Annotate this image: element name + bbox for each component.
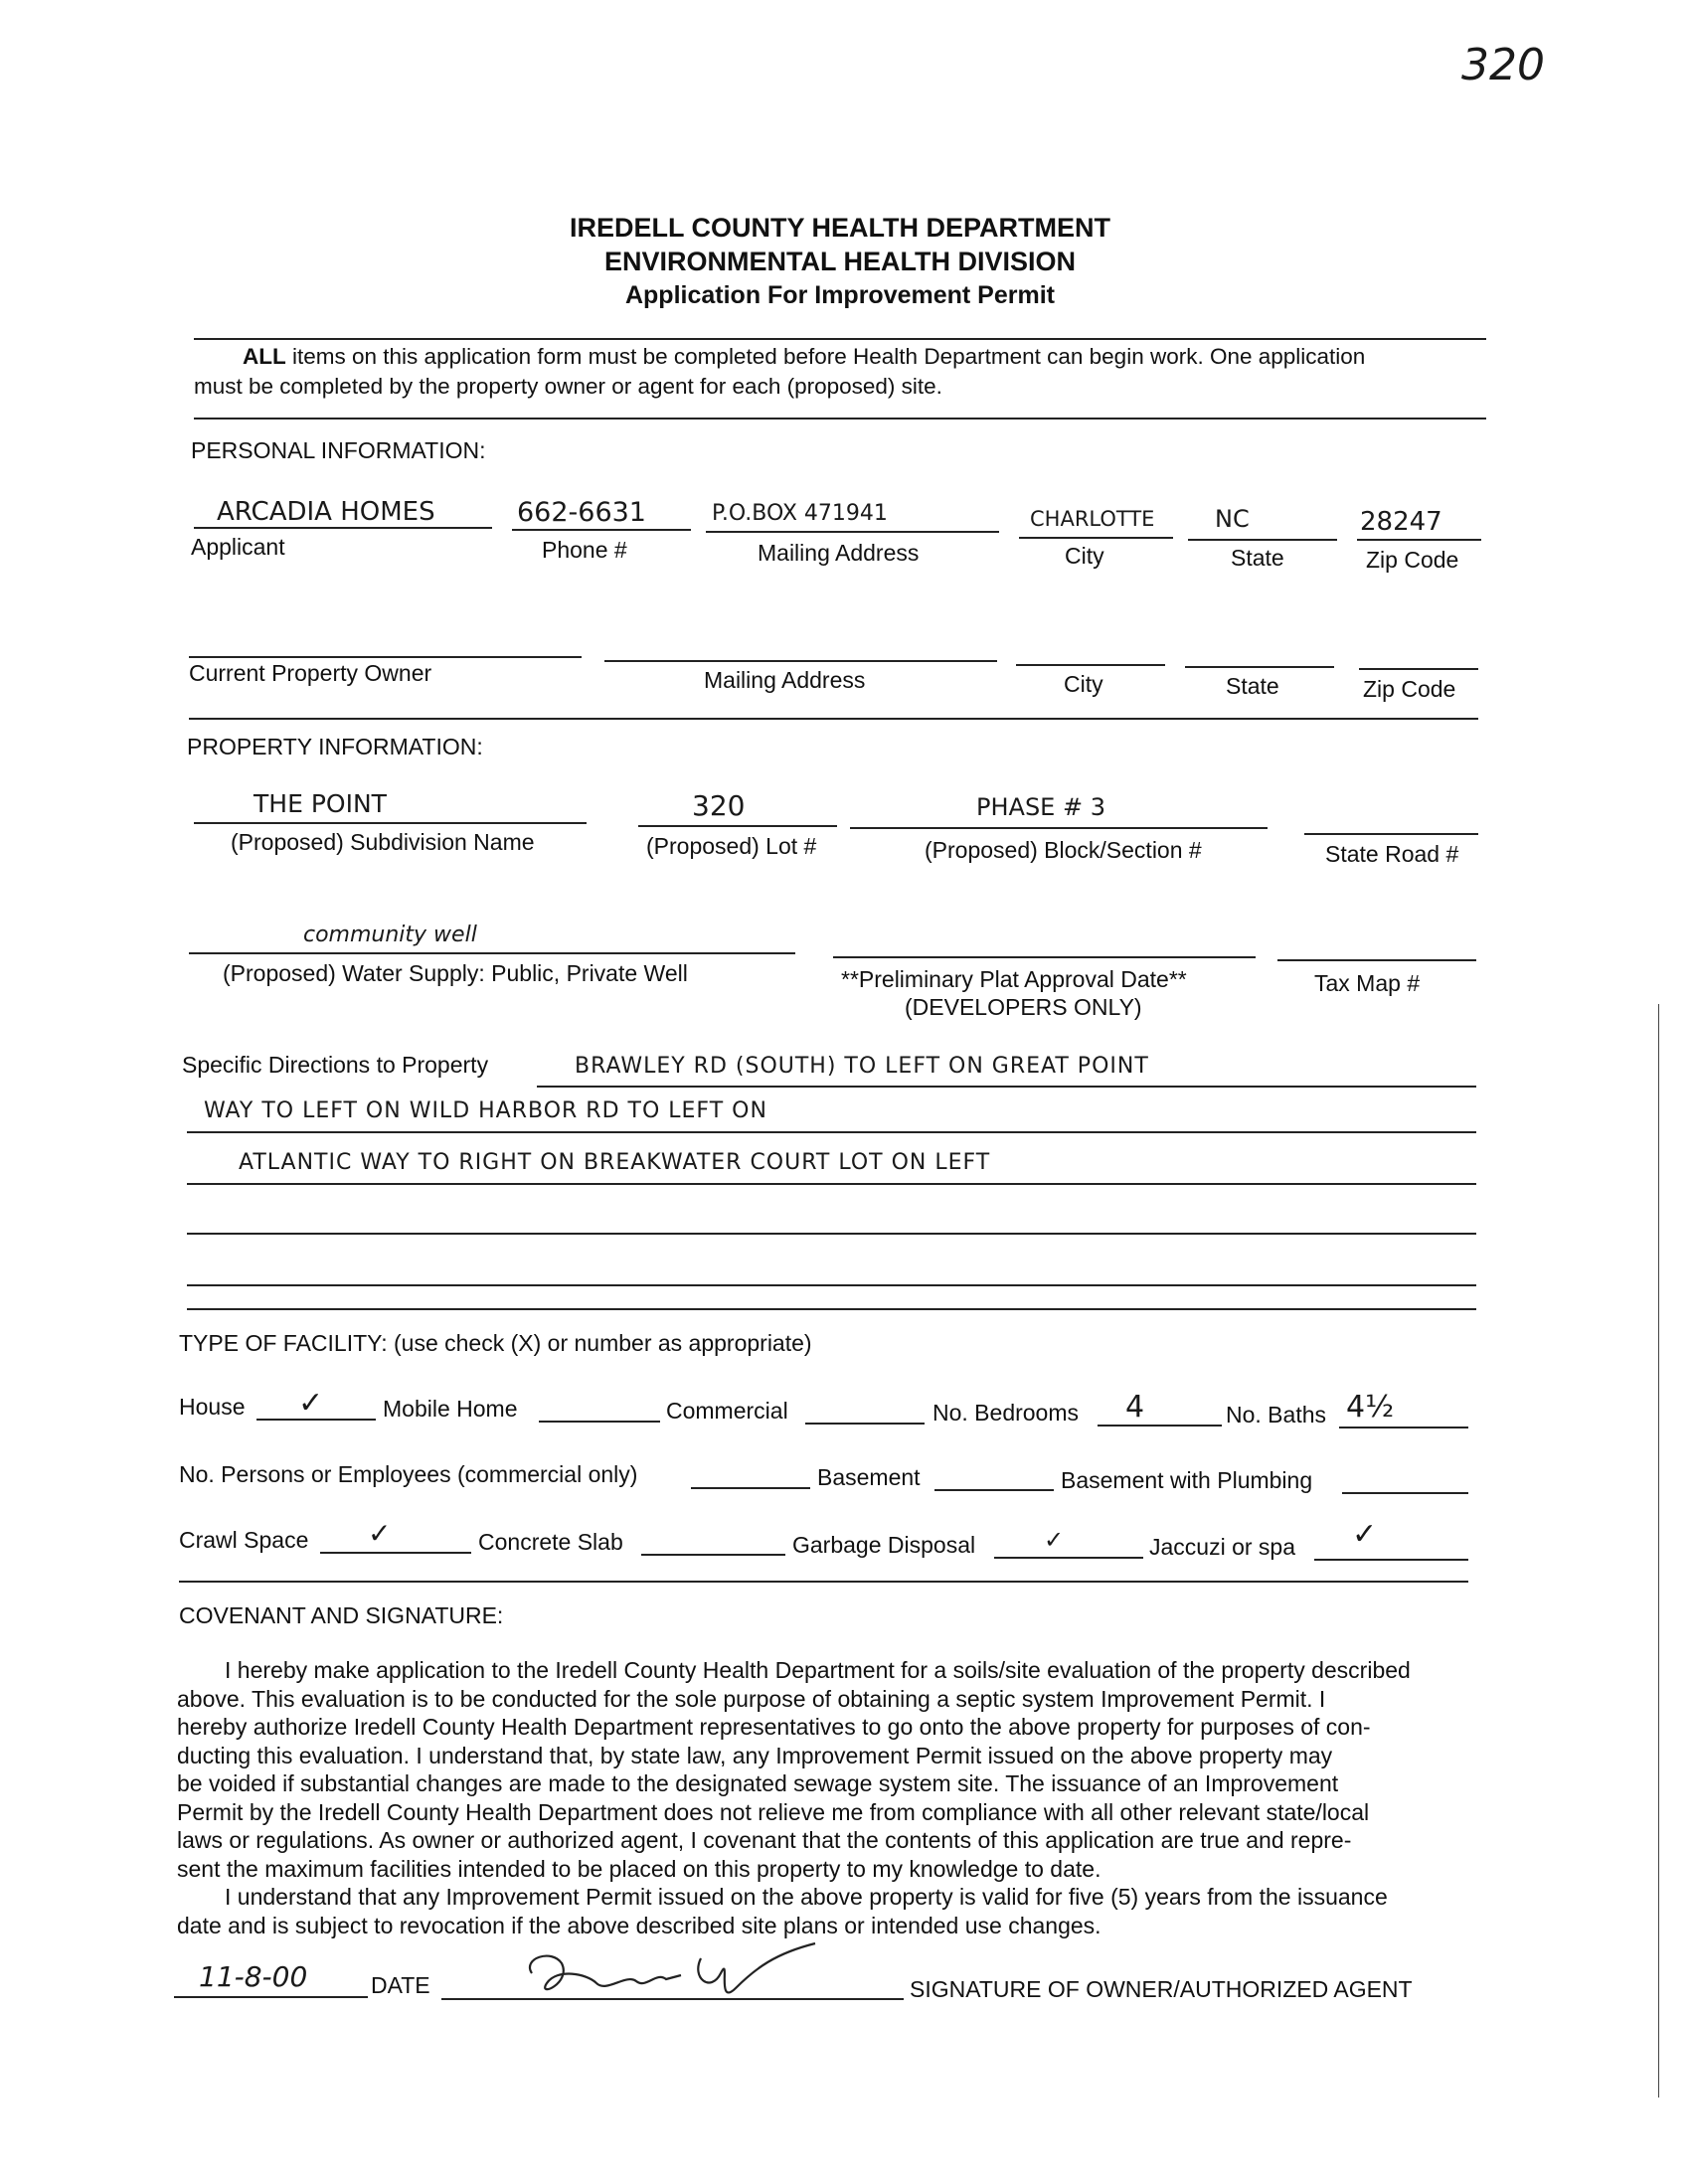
- intro-text: items on this application form must be completed before Health Department can begin work. One application: [285, 344, 1366, 369]
- bedrooms-line[interactable]: [1098, 1425, 1222, 1427]
- directions-line-1: [537, 1086, 1476, 1088]
- house-label: House: [179, 1394, 246, 1420]
- directions-line-2-value[interactable]: WAY TO LEFT ON WILD HARBOR RD TO LEFT ON: [204, 1098, 767, 1123]
- date-value[interactable]: 11-8-00: [199, 1960, 308, 1993]
- road-line[interactable]: [1304, 833, 1478, 835]
- baths-value[interactable]: 4½: [1346, 1390, 1395, 1425]
- applicant-phone-value[interactable]: 662-6631: [517, 497, 646, 528]
- subdivision-value[interactable]: THE POINT: [254, 789, 387, 818]
- crawl-space-line[interactable]: [320, 1552, 471, 1554]
- owner-label: Current Property Owner: [189, 660, 432, 686]
- applicant-name-line: [194, 527, 492, 529]
- covenant-line: I hereby make application to the Iredell County Health Department for a soils/site evaluation of the property described: [225, 1657, 1411, 1683]
- water-supply-value[interactable]: community well: [303, 923, 477, 947]
- commercial-label: Commercial: [666, 1398, 788, 1424]
- tax-map-label: Tax Map #: [1314, 970, 1421, 996]
- directions-line-1-value[interactable]: BRAWLEY RD (SOUTH) TO LEFT ON GREAT POINT: [575, 1054, 1149, 1079]
- date-label: DATE: [371, 1972, 430, 1998]
- block-value[interactable]: PHASE # 3: [976, 793, 1105, 821]
- covenant-line: sent the maximum facilities intended to be placed on this property to my knowledge to date.: [177, 1855, 1101, 1882]
- form-title: Application For Improvement Permit: [624, 281, 1055, 309]
- concrete-slab-label: Concrete Slab: [478, 1529, 623, 1555]
- property-info-heading: PROPERTY INFORMATION:: [187, 734, 483, 759]
- mobile-home-line[interactable]: [539, 1421, 660, 1423]
- owner-name-line[interactable]: [189, 656, 582, 658]
- applicant-zip-value[interactable]: 28247: [1360, 507, 1442, 537]
- owner-zip-label: Zip Code: [1363, 676, 1456, 702]
- header-division: ENVIRONMENTAL HEALTH DIVISION: [603, 247, 1077, 276]
- applicant-address-label: Mailing Address: [758, 540, 920, 566]
- covenant-line: ducting this evaluation. I understand that, by state law, any Improvement Permit issued on the above property may: [177, 1742, 1333, 1768]
- applicant-city-line: [1019, 537, 1173, 539]
- garbage-disposal-check[interactable]: ✓: [1044, 1526, 1065, 1554]
- subdivision-label: (Proposed) Subdivision Name: [231, 829, 535, 855]
- directions-line-5: [187, 1284, 1476, 1286]
- jacuzzi-check[interactable]: ✓: [1352, 1517, 1378, 1552]
- block-line: [850, 827, 1268, 829]
- signature-scribble[interactable]: [517, 1943, 845, 2018]
- lot-value[interactable]: 320: [692, 789, 746, 822]
- applicant-phone-line: [512, 529, 691, 531]
- applicant-address-value[interactable]: P.O.BOX 471941: [712, 501, 888, 526]
- covenant-line: laws or regulations. As owner or authorized agent, I covenant that the contents of this application are true and repre-: [177, 1827, 1352, 1853]
- commercial-line[interactable]: [805, 1423, 925, 1425]
- plat-date-line[interactable]: [833, 956, 1256, 958]
- covenant-line: hereby authorize Iredell County Health Department representatives to go onto the above property for purposes of con-: [177, 1714, 1371, 1740]
- owner-city-line[interactable]: [1016, 664, 1165, 666]
- water-supply-line: [189, 952, 795, 954]
- applicant-state-value[interactable]: NC: [1215, 505, 1250, 533]
- house-check[interactable]: ✓: [298, 1386, 324, 1421]
- mobile-home-label: Mobile Home: [383, 1396, 518, 1422]
- facility-heading: TYPE OF FACILITY: (use check (X) or number as appropriate): [179, 1330, 812, 1356]
- applicant-zip-line: [1357, 539, 1481, 541]
- covenant-text: [177, 1656, 1469, 1939]
- directions-line-3: [187, 1183, 1476, 1185]
- applicant-city-label: City: [1065, 543, 1104, 569]
- covenant-line: be voided if substantial changes are made to the designated sewage system site. The issuance of an Improvement: [177, 1770, 1339, 1796]
- plat-date-label: **Preliminary Plat Approval Date**: [841, 966, 1187, 992]
- block-label: (Proposed) Block/Section #: [925, 837, 1202, 863]
- crawl-space-check[interactable]: ✓: [368, 1517, 392, 1550]
- personal-info-heading: PERSONAL INFORMATION:: [191, 437, 486, 463]
- basement-plumbing-label: Basement with Plumbing: [1061, 1467, 1313, 1493]
- subdivision-line: [194, 822, 587, 824]
- jacuzzi-label: Jaccuzi or spa: [1149, 1534, 1296, 1560]
- covenant-line: above. This evaluation is to be conducted for the sole purpose of obtaining a septic system Improvement Permit. I: [177, 1685, 1326, 1712]
- persons-line[interactable]: [691, 1487, 810, 1489]
- page-number-handwritten: 320: [1461, 40, 1545, 90]
- lot-label: (Proposed) Lot #: [646, 833, 817, 859]
- applicant-address-line: [706, 531, 999, 533]
- directions-line-3-value[interactable]: ATLANTIC WAY TO RIGHT ON BREAKWATER COURT LOT ON LEFT: [239, 1150, 991, 1175]
- tax-map-line[interactable]: [1277, 959, 1476, 961]
- baths-label: No. Baths: [1226, 1402, 1326, 1428]
- header-agency: IREDELL COUNTY HEALTH DEPARTMENT: [569, 213, 1110, 243]
- covenant-line: I understand that any Improvement Permit issued on the above property is valid for five (5) years from the issuance: [225, 1884, 1388, 1910]
- intro-line-1: [243, 344, 1365, 370]
- divider: [187, 1308, 1476, 1310]
- concrete-slab-line[interactable]: [641, 1554, 785, 1556]
- owner-zip-line[interactable]: [1359, 668, 1478, 670]
- divider: [189, 718, 1478, 720]
- owner-address-line[interactable]: [604, 660, 997, 662]
- jacuzzi-line[interactable]: [1314, 1559, 1468, 1561]
- owner-state-line[interactable]: [1185, 666, 1334, 668]
- divider: [194, 418, 1486, 420]
- directions-line-4: [187, 1233, 1476, 1235]
- baths-line[interactable]: [1339, 1427, 1468, 1428]
- divider: [194, 338, 1486, 340]
- garbage-disposal-line[interactable]: [994, 1557, 1143, 1559]
- lot-line: [638, 825, 837, 827]
- basement-label: Basement: [817, 1464, 921, 1490]
- signature-label: SIGNATURE OF OWNER/AUTHORIZED AGENT: [910, 1976, 1413, 2002]
- directions-line-2: [187, 1131, 1476, 1133]
- owner-state-label: State: [1226, 673, 1279, 699]
- garbage-disposal-label: Garbage Disposal: [792, 1532, 976, 1558]
- applicant-zip-label: Zip Code: [1366, 547, 1459, 573]
- bedrooms-value[interactable]: 4: [1125, 1390, 1145, 1425]
- date-line: [174, 1996, 368, 1998]
- covenant-heading: COVENANT AND SIGNATURE:: [179, 1602, 504, 1628]
- applicant-state-label: State: [1231, 545, 1284, 571]
- crawl-space-label: Crawl Space: [179, 1527, 309, 1553]
- applicant-name-value[interactable]: ARCADIA HOMES: [217, 497, 435, 527]
- owner-address-label: Mailing Address: [704, 667, 866, 693]
- basement-plumbing-line[interactable]: [1342, 1492, 1468, 1494]
- road-label: State Road #: [1325, 841, 1459, 867]
- applicant-city-value[interactable]: CHARLOTTE: [1030, 507, 1155, 531]
- covenant-line: Permit by the Iredell County Health Department does not relieve me from compliance with all other relevant state/local: [177, 1798, 1370, 1825]
- water-supply-label: (Proposed) Water Supply: Public, Private Well: [223, 960, 688, 986]
- divider: [179, 1581, 1468, 1583]
- applicant-phone-label: Phone #: [542, 537, 627, 563]
- directions-label: Specific Directions to Property: [182, 1052, 489, 1078]
- bedrooms-label: No. Bedrooms: [932, 1400, 1080, 1426]
- persons-label: No. Persons or Employees (commercial only): [179, 1461, 638, 1487]
- applicant-state-line: [1188, 539, 1337, 541]
- developers-only-label: (DEVELOPERS ONLY): [905, 994, 1142, 1020]
- intro-bold: ALL: [243, 344, 286, 369]
- covenant-line: date and is subject to revocation if the above described site plans or intended use changes.: [177, 1912, 1101, 1938]
- applicant-label: Applicant: [191, 534, 285, 560]
- scan-edge: [1658, 1004, 1659, 2098]
- intro-line-2: must be completed by the property owner or agent for each (proposed) site.: [194, 374, 942, 399]
- owner-city-label: City: [1064, 671, 1103, 697]
- basement-line[interactable]: [934, 1489, 1054, 1491]
